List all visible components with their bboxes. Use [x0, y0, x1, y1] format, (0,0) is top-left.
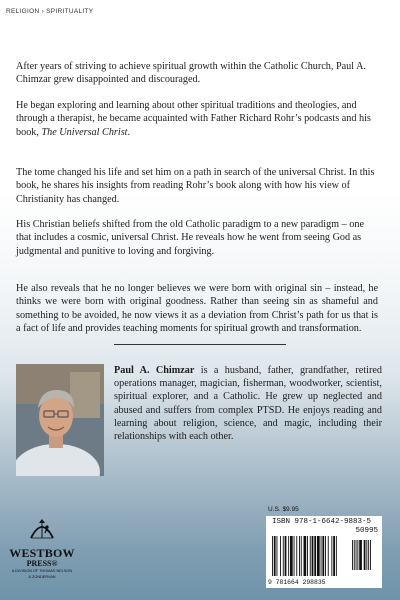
barcode-bar — [296, 536, 297, 576]
barcode-bar — [314, 536, 316, 576]
category-label: RELIGION › SPIRITUALITY — [6, 8, 94, 15]
blurb-paragraph-4: His Christian beliefs shifted from the old Catholic paradigm to a new paradigm – one that includes a cosmic, universal Christ. He reveals how he went from seeing God as judgmental and punitive to loving and forgiving. — [16, 219, 364, 257]
publisher-tagline-2: & ZONDERVAN — [28, 574, 56, 579]
barcode-addon-bar — [354, 540, 355, 570]
publisher-name: WESTBOW — [9, 546, 75, 560]
barcode-bars — [272, 536, 376, 578]
author-name: Paul A. Chimzar — [114, 365, 195, 376]
barcode-bar — [299, 536, 300, 576]
author-portrait — [16, 364, 104, 476]
barcode-addon-bar — [356, 540, 357, 570]
barcode-bar — [317, 536, 320, 576]
barcode-bar — [307, 536, 308, 576]
barcode-bar — [290, 536, 293, 576]
barcode-bar — [301, 536, 302, 576]
barcode-addon-bar — [364, 540, 366, 570]
publisher-logo — [8, 518, 76, 579]
barcode-addon-bar — [357, 540, 358, 570]
blurb-paragraph-5: He also reveals that he no longer believes we were born with original sin – instead, he thinks we were born with original goodness. Rather than seeing sin as shameful and something to be avoided, he now views it as a deviation from Christ’s path for us that is a fact of life and provides teaching moments for spiritual growth and transformation. — [16, 283, 378, 335]
blurb-paragraph-1: After years of striving to achieve spiritual growth within the Catholic Church, Paul A. Chimzar grew disappointed and discouraged. — [16, 61, 366, 86]
price-code: 50995 — [355, 527, 378, 535]
barcode-addon-bar — [366, 540, 367, 570]
barcode-addon-bar — [352, 540, 353, 570]
barcode-addon-bar — [359, 540, 362, 570]
barcode-bar — [294, 536, 295, 576]
barcode-bar — [277, 536, 278, 576]
barcode-bar — [322, 536, 324, 576]
barcode-digits: 9 781664 298835 — [268, 579, 326, 586]
barcode-bar — [288, 536, 289, 576]
barcode-bar — [336, 536, 337, 576]
barcode-bar — [333, 536, 335, 576]
author-bio-text: is a husband, father, grandfather, retired operations manager, magician, fisherman, woodworker, scientist, spiritual explorer, and a Catholic. He grew up neglected and abused and suffers from complex PTSD. He enjoys reading and learning about religion, science, and magic, including their relationships with each other. — [114, 365, 382, 443]
barcode-bar — [283, 536, 284, 576]
barcode-bar — [304, 536, 307, 576]
barcode-bar — [274, 536, 276, 576]
isbn-label: ISBN 978-1-6642-9883-5 — [272, 518, 372, 526]
blurb-paragraph-2-end: . — [127, 126, 131, 138]
author-bio — [114, 364, 382, 443]
publisher-press: PRESS® — [26, 559, 58, 568]
divider — [114, 344, 286, 345]
barcode-addon-bar — [370, 540, 371, 570]
blurb-paragraph-2-text: He began exploring and learning about other spiritual traditions and theologies, and through a therapist, he became acquainted with Father Richard Rohr’s podcasts and his book, — [16, 100, 371, 138]
barcode-bar — [280, 536, 281, 576]
barcode-bar — [325, 536, 326, 576]
barcode-bar — [312, 536, 314, 576]
blurb-paragraph-3: The tome changed his life and set him on a path in search of the universal Christ. In this book, he shares his insights from reading Rohr’s book along with how his view of Christianity has changed. — [16, 167, 375, 205]
price-label: U.S. $9.95 — [268, 506, 299, 513]
westbow-archer-icon — [27, 518, 57, 540]
blurb-paragraph-2 — [16, 99, 378, 139]
barcode-bar — [285, 536, 287, 576]
book-title-reference: The Universal Christ — [41, 126, 128, 138]
barcode-bar — [328, 536, 329, 576]
barcode-bar — [321, 536, 322, 576]
publisher-tagline-1: A DIVISION OF THOMAS NELSON — [11, 569, 73, 573]
barcode-addon-bar — [368, 540, 369, 570]
barcode-bar — [310, 536, 311, 576]
barcode — [266, 516, 382, 588]
barcode-bar — [272, 536, 273, 576]
barcode-bar — [331, 536, 332, 576]
author-portrait-graphic — [16, 364, 104, 476]
